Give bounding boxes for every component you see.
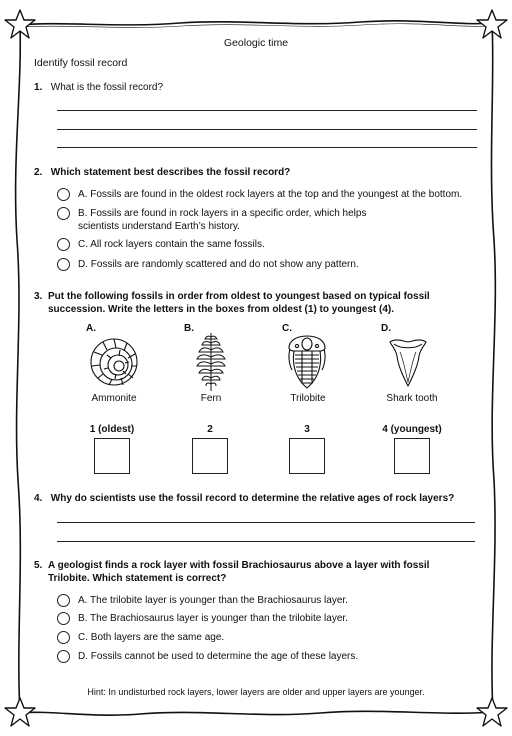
option-text: B. The Brachiosaurus layer is younger than the trilobite layer.	[78, 613, 348, 624]
slot-label: 1 (oldest)	[89, 424, 135, 435]
fossil-letter-d: D.	[381, 323, 391, 334]
question-number: 3.	[34, 291, 43, 302]
question-text: Which statement best describes the fossil record?	[50, 167, 291, 178]
answer-option[interactable]	[57, 207, 408, 233]
hint-text: Hint: In undisturbed rock layers, lower layers are older and upper layers are younger.	[87, 687, 425, 697]
ammonite-icon	[87, 334, 141, 388]
option-text: C. All rock layers contain the same fossils.	[78, 239, 265, 250]
question-number: 4.	[34, 493, 43, 504]
fossil-name: Ammonite	[91, 393, 137, 404]
answer-box-3[interactable]	[289, 438, 325, 474]
option-text: A. Fossils are found in the oldest rock layers at the top and the youngest at the bottom.	[78, 189, 463, 200]
fossil-name: Fern	[200, 393, 222, 404]
fossil-name: Shark tooth	[386, 393, 438, 404]
question-2	[34, 166, 290, 179]
question-text: A geologist finds a rock layer with fossil Brachiosaurus above a layer with fossil Trilobite. Which statement is correct?	[48, 560, 430, 584]
radio-button[interactable]	[57, 631, 70, 644]
slot-label: 2	[207, 424, 213, 435]
fossil-letter-c: C.	[282, 323, 292, 334]
question-5	[34, 559, 434, 585]
trilobite-icon	[286, 334, 328, 390]
question-text: Why do scientists use the fossil record to determine the relative ages of rock layers?	[50, 493, 455, 504]
question-text: Put the following fossils in order from oldest to youngest based on typical fossil succession. Write the letters in the boxes from oldest (1) to youngest (4).	[48, 291, 430, 315]
question-number: 1.	[34, 82, 43, 93]
question-number: 5.	[34, 560, 43, 571]
slot-label: 3	[304, 424, 310, 435]
fossil-letter-a: A.	[86, 323, 96, 334]
answer-option[interactable]	[57, 238, 488, 251]
radio-button[interactable]	[57, 188, 70, 201]
answer-option[interactable]	[57, 631, 488, 644]
answer-option[interactable]	[57, 650, 488, 663]
answer-box-4[interactable]	[394, 438, 430, 474]
answer-line[interactable]	[57, 129, 477, 130]
fossil-name: Trilobite	[290, 393, 326, 404]
fossil-letter-b: B.	[184, 323, 194, 334]
question-1	[34, 81, 163, 94]
answer-option[interactable]	[57, 612, 488, 625]
radio-button[interactable]	[57, 594, 70, 607]
worksheet-subtitle: Identify fossil record	[34, 57, 128, 69]
radio-button[interactable]	[57, 238, 70, 251]
radio-button[interactable]	[57, 258, 70, 271]
slot-label: 4 (youngest)	[382, 424, 442, 435]
answer-option[interactable]	[57, 594, 488, 607]
answer-option[interactable]	[57, 188, 488, 201]
question-number: 2.	[34, 167, 43, 178]
answer-option[interactable]	[57, 258, 488, 271]
answer-line[interactable]	[57, 522, 475, 523]
question-3	[34, 290, 454, 316]
option-text: B. Fossils are found in rock layers in a specific order, which helps scientists understand Earth’s history.	[78, 208, 367, 232]
option-text: D. Fossils are randomly scattered and do not show any pattern.	[78, 259, 359, 270]
radio-button[interactable]	[57, 650, 70, 663]
answer-box-1[interactable]	[94, 438, 130, 474]
answer-line[interactable]	[57, 541, 475, 542]
question-4	[34, 492, 454, 505]
option-text: D. Fossils cannot be used to determine the age of these layers.	[78, 651, 359, 662]
answer-line[interactable]	[57, 110, 477, 111]
answer-box-2[interactable]	[192, 438, 228, 474]
shark-tooth-icon	[388, 336, 428, 388]
radio-button[interactable]	[57, 612, 70, 625]
worksheet-title: Geologic time	[223, 37, 289, 49]
question-text: What is the fossil record?	[50, 82, 164, 93]
fern-icon	[193, 331, 229, 393]
option-text: A. The trilobite layer is younger than the Brachiosaurus layer.	[78, 595, 348, 606]
answer-line[interactable]	[57, 147, 477, 148]
option-text: C. Both layers are the same age.	[78, 632, 225, 643]
radio-button[interactable]	[57, 207, 70, 220]
